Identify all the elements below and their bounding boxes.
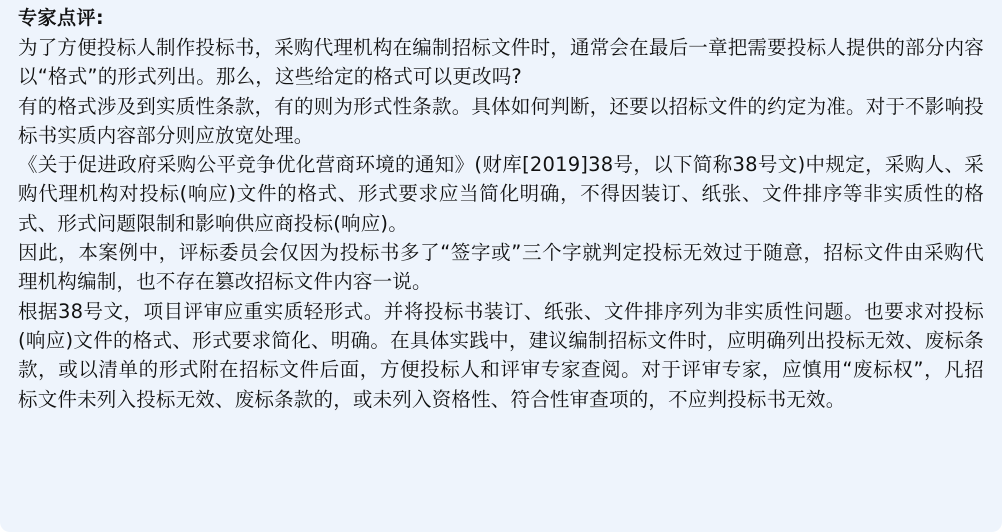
paragraph-policy-notice: 《关于促进政府采购公平竞争优化营商环境的通知》(财库[2019]38号，以下简称38号文)中规定，采购人、采购代理机构对投标(响应)文件的格式、形式要求应当简化明确，不得因装订、纸张、文件排序等非实质性的格式、形式问题限制和影响供应商投标(响应)。 <box>18 153 984 235</box>
paragraph-recommendation: 根据38号文，项目评审应重实质轻形式。并将投标书装订、纸张、文件排序列为非实质性问题。也要求对投标(响应)文件的格式、形式要求简化、明确。在具体实践中，建议编制招标文件时，应明确列出投标无效、废标条款，或以清单的形式附在招标文件后面，方便投标人和评审专家查阅。对于评审专家，应慎用“废标权”，凡招标文件未列入投标无效、废标条款的，或未列入资格性、符合性审查项的，不应判投标书无效。 <box>18 299 984 411</box>
paragraph-case-conclusion: 因此，本案例中，评标委员会仅因为投标书多了“签字或”三个字就判定投标无效过于随意，招标文件由采购代理机构编制，也不存在篡改招标文件内容一说。 <box>18 241 984 294</box>
section-heading: 专家点评: <box>18 7 105 29</box>
paragraph-intro: 为了方便投标人制作投标书，采购代理机构在编制招标文件时，通常会在最后一章把需要投标人提供的部分内容以“格式”的形式列出。那么，这些给定的格式可以更改吗? <box>18 36 984 89</box>
paragraph-format-types: 有的格式涉及到实质性条款，有的则为形式性条款。具体如何判断，还要以招标文件的约定为准。对于不影响投标书实质内容部分则应放宽处理。 <box>18 94 984 147</box>
